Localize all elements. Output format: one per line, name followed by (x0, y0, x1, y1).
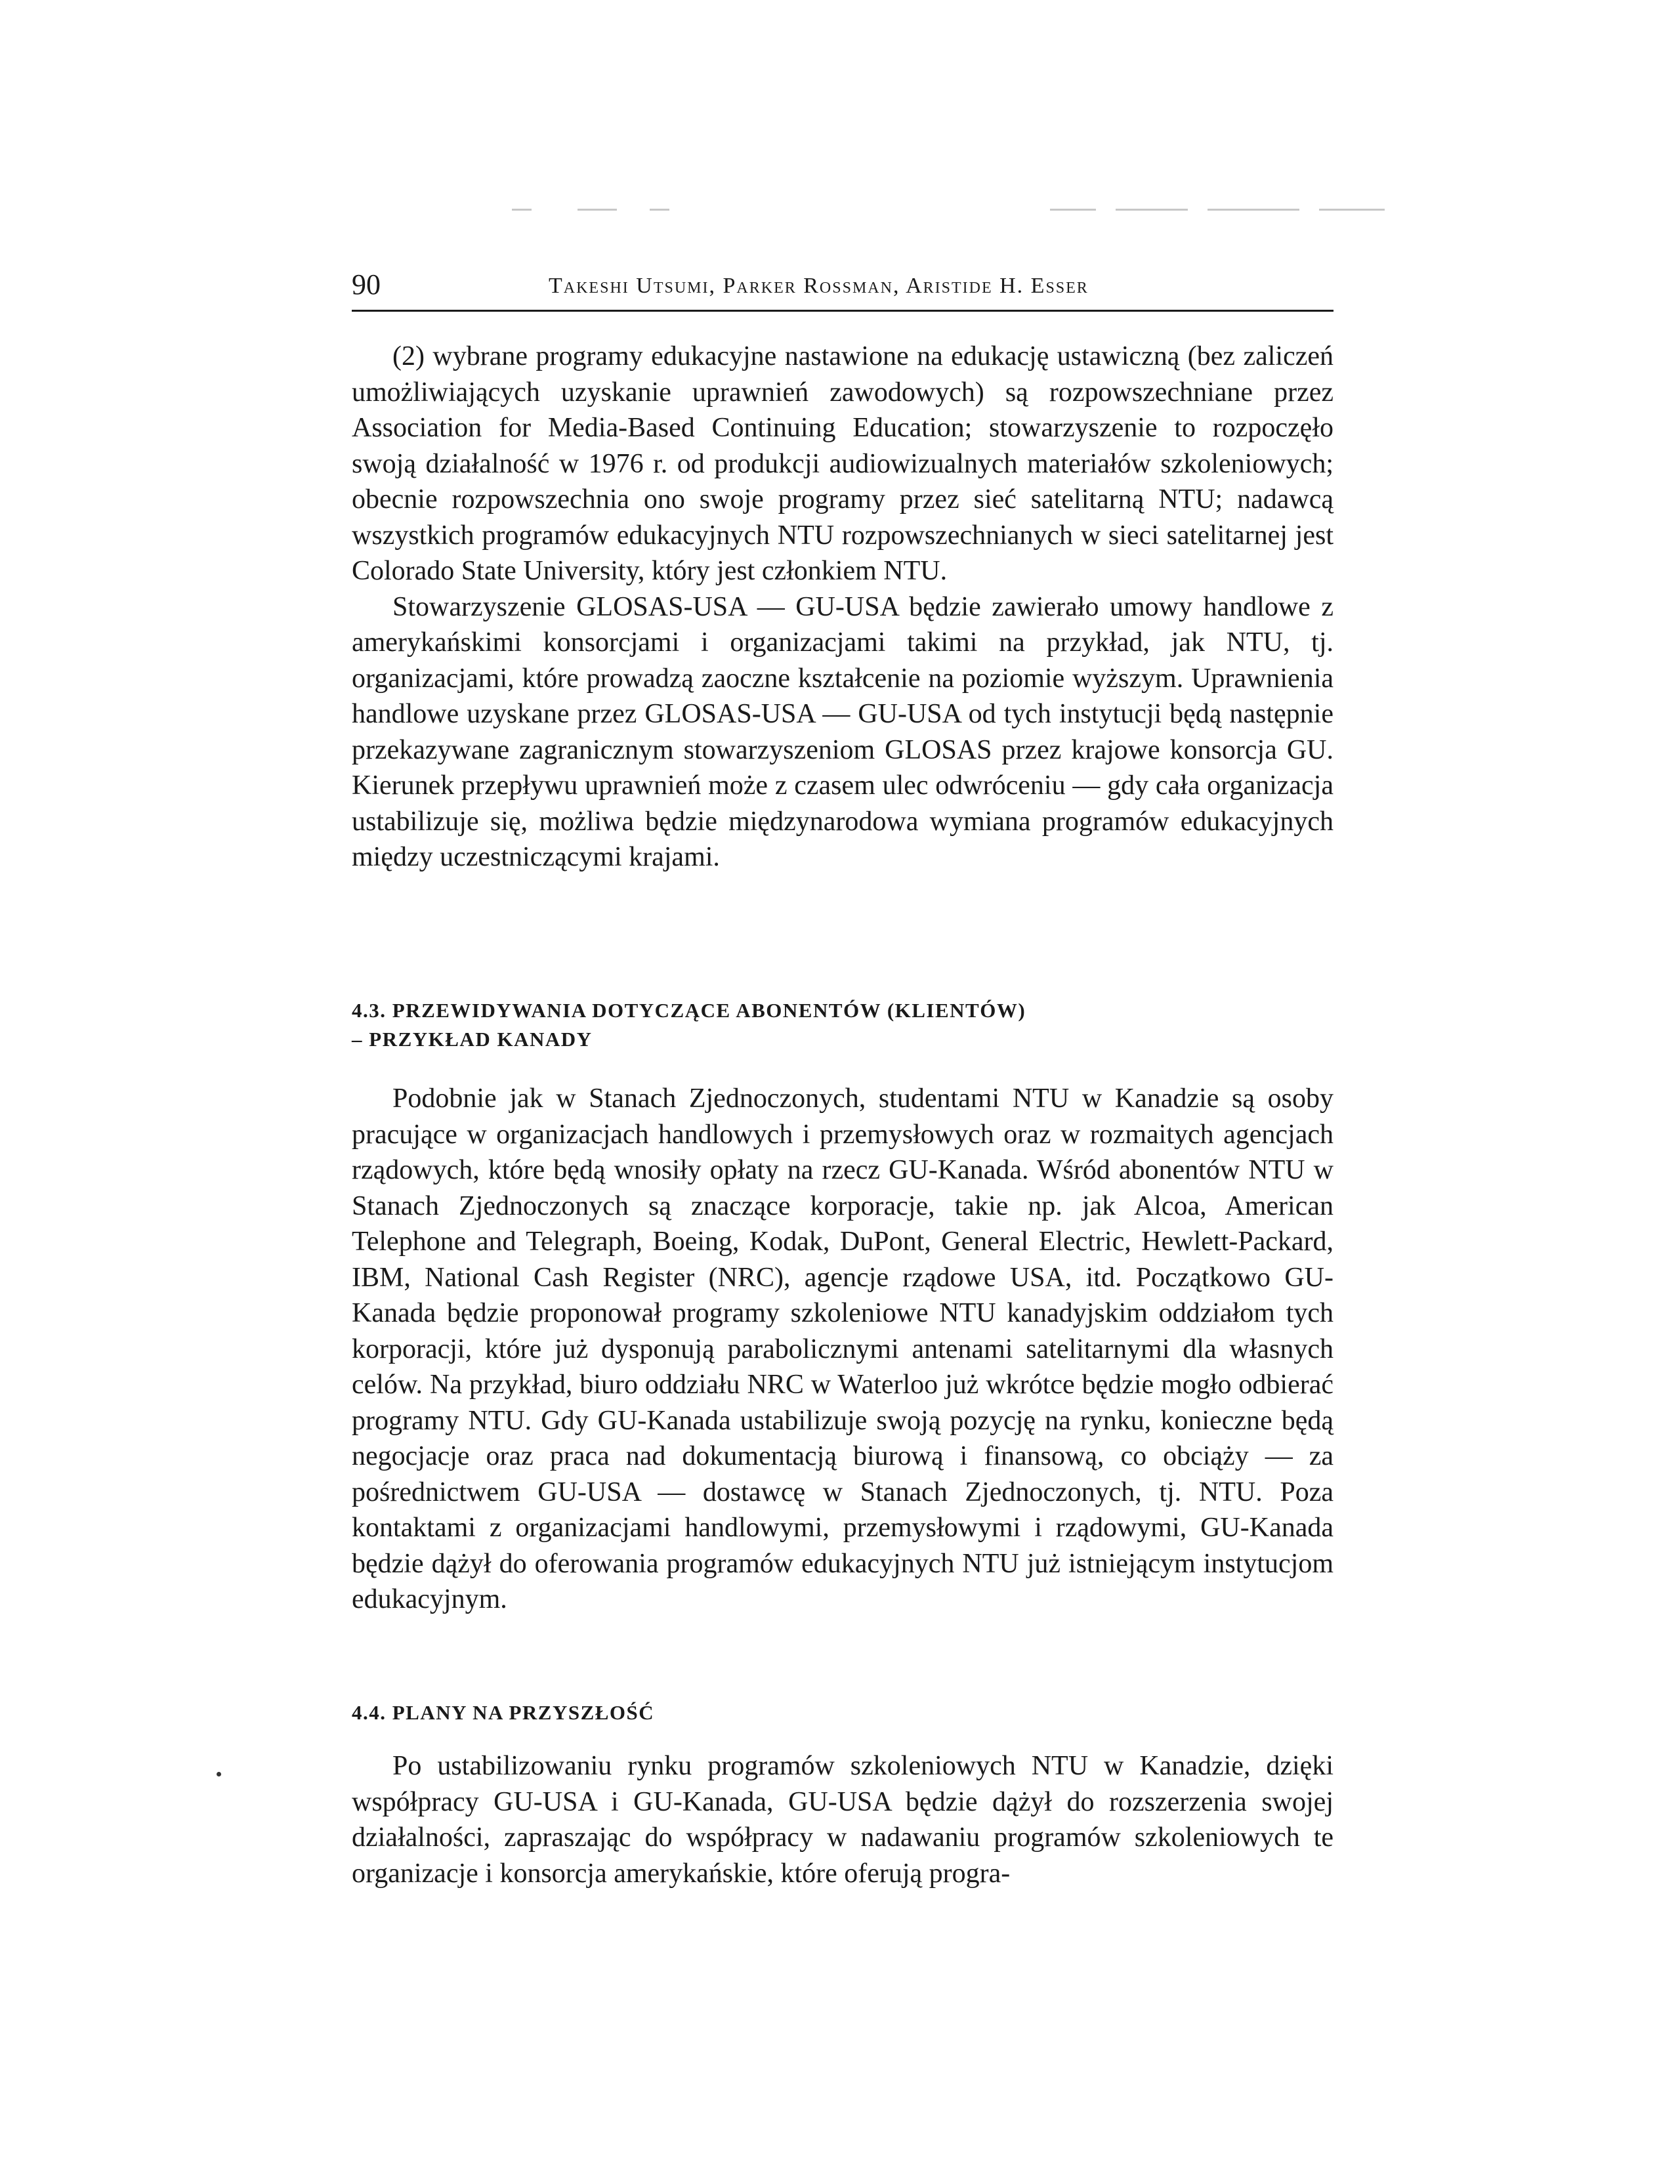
paragraph-canada-subscribers: Podobnie jak w Stanach Zjednoczonych, studentami NTU w Kanadzie są osoby pracujące w organizacjach handlowych i przemysłowych oraz w rozmaitych agencjach rządowych, które będą wnosiły opłaty na rzecz GU-Kanada. Wśród abonentów NTU w Stanach Zjednoczonych są znaczące korporacje, takie np. jak Alcoa, American Telephone and Telegraph, Boeing, Kodak, DuPont, General Electric, Hewlett-Packard, IBM, National Cash Register (NRC), agencje rządowe USA, itd. Początkowo GU-Kanada będzie proponował programy szkoleniowe NTU kanadyjskim oddziałom tych korporacji, które już dysponują parabolicznymi antenami satelitarnymi dla własnych celów. Na przykład, biuro oddziału NRC w Waterloo już wkrótce będzie mogło odbierać programy NTU. Gdy GU-Kanada ustabilizuje swoją pozycję na rynku, konieczne będą negocjacje oraz praca nad dokumentacją biurową i finansową, co obciąży — za pośrednictwem GU-USA — dostawcę w Stanach Zjednoczonych, tj. NTU. Poza kontaktami z organizacjami handlowymi, przemysłowymi i rządowymi, GU-Kanada będzie dążył do oferowania programów edukacyjnych NTU już istniejącym instytucjom edukacyjnym. (352, 1083, 1334, 1614)
paragraph-list-item-2: (2) wybrane programy edukacyjne nastawione na edukację ustawiczną (bez zaliczeń umożliwiających uzyskanie uprawnień zawodowych) są rozpowszechniane przez Association for Media-Based Continuing Education; stowarzyszenie to rozpoczęło swoją działalność w 1976 r. od produkcji audiowizualnych materiałów szkoleniowych; obecnie rozpowszechnia ono swoje programy przez sieć satelitarną NTU; nadawcą wszystkich programów edukacyjnych NTU rozpowszechnianych w sieci satelitarnej jest Colorado State University, który jest członkiem NTU. (352, 341, 1334, 586)
page-number: 90 (352, 268, 381, 301)
scan-artifact (512, 209, 532, 211)
scan-speck (217, 1772, 221, 1776)
section-4-4-body (352, 1748, 1334, 1891)
scan-artifact (1319, 209, 1385, 211)
section-heading-line: 4.3. PRZEWIDYWANIA DOTYCZĄCE ABONENTÓW (KLIENTÓW) (352, 999, 1026, 1022)
scan-artifact (1208, 209, 1299, 211)
scan-artifact (1116, 209, 1188, 211)
scan-artifact (650, 209, 669, 211)
paragraph-glosas-usa: Stowarzyszenie GLOSAS-USA — GU-USA będzie zawierało umowy handlowe z amerykańskimi konsorcjami i organizacjami takimi na przykład, jak NTU, tj. organizacjami, które prowadzą zaoczne kształcenie na poziomie wyższym. Uprawnienia handlowe uzyskane przez GLOSAS-USA — GU-USA od tych instytucji będą następnie przekazywane zagranicznym stowarzyszeniom GLOSAS przez krajowe konsorcja GU. Kierunek przepływu uprawnień może z czasem ulec odwróceniu — gdy cała organizacja ustabilizuje się, możliwa będzie międzynarodowa wymiana programów edukacyjnych między uczestniczącymi krajami. (352, 591, 1334, 872)
scan-artifact (1050, 209, 1096, 211)
section-4-3-body (352, 1081, 1334, 1618)
top-text-block (352, 339, 1334, 875)
running-head (352, 262, 1334, 312)
section-heading-line: 4.4. PLANY NA PRZYSZŁOŚĆ (352, 1701, 655, 1724)
section-heading-line: – PRZYKŁAD KANADY (352, 1028, 593, 1051)
paragraph-future-plans: Po ustabilizowaniu rynku programów szkoleniowych NTU w Kanadzie, dzięki współpracy GU-USA i GU-Kanada, GU-USA będzie dążył do rozszerzenia swojej działalności, zapraszając do współpracy w nadawaniu programów szkoleniowych te organizacje i konsorcja amerykańskie, które oferują progra- (352, 1751, 1334, 1889)
section-heading-4-3 (352, 996, 1334, 1054)
running-head-authors: Takeshi Utsumi, Parker Rossman, Aristide H. Esser (549, 274, 1089, 298)
scan-artifact (578, 209, 617, 211)
section-heading-4-4 (352, 1698, 1334, 1727)
